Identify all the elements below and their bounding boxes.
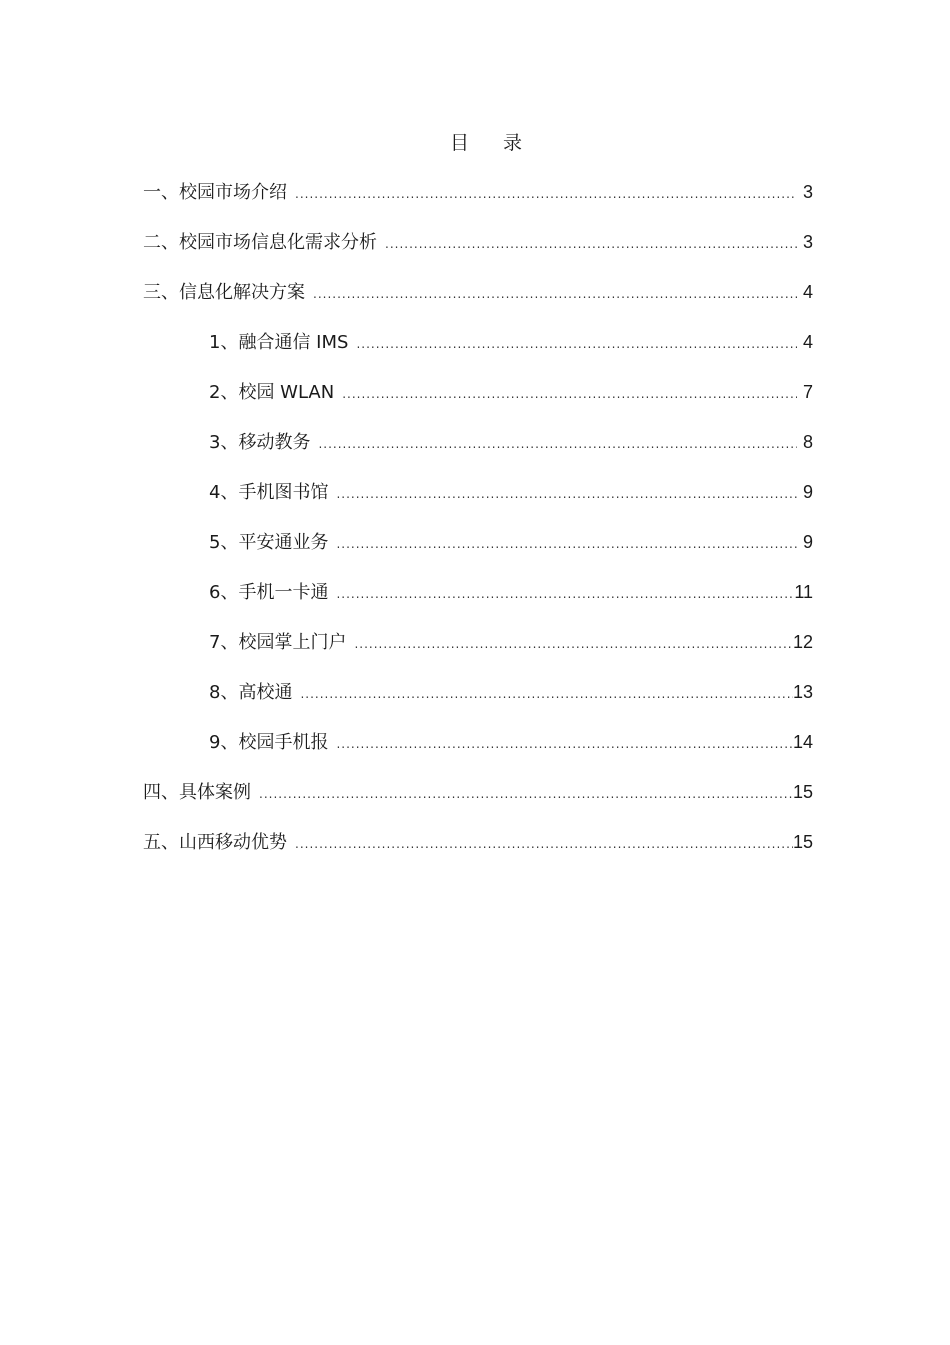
toc-leader-dots — [318, 425, 797, 463]
toc-page-number: 7 — [802, 382, 813, 402]
toc-entry-label: 3、移动教务 — [209, 432, 311, 453]
toc-entry-label: 二、校园市场信息化需求分析 — [143, 232, 377, 253]
toc-entry-campus-mobile-news[interactable] — [143, 723, 813, 773]
toc-entry-mobile-library[interactable] — [143, 473, 813, 523]
toc-entry-solutions[interactable] — [143, 273, 813, 323]
toc-entry-label: 7、校园掌上门户 — [209, 632, 347, 653]
toc-title: 目 录 — [449, 132, 537, 154]
toc-page-number: 15 — [792, 832, 813, 852]
toc-entry-safety-service[interactable] — [143, 523, 813, 573]
toc-entry-label: 4、手机图书馆 — [209, 482, 329, 503]
toc-leader-dots — [295, 825, 793, 863]
toc-entry-label: 一、校园市场介绍 — [143, 182, 287, 203]
toc-entry-mobile-academic[interactable] — [143, 423, 813, 473]
toc-page-number: 11 — [794, 582, 813, 602]
toc-leader-dots — [300, 675, 793, 713]
toc-page-number: 12 — [792, 632, 813, 652]
toc-leader-dots — [336, 725, 793, 763]
toc-entry-label: 9、校园手机报 — [209, 732, 329, 753]
toc-leader-dots — [295, 175, 797, 213]
table-of-contents — [143, 173, 813, 873]
toc-entry-campus-portal[interactable] — [143, 623, 813, 673]
toc-page-number: 15 — [792, 782, 813, 802]
toc-entry-label: 五、山西移动优势 — [143, 832, 287, 853]
toc-page-number: 9 — [802, 482, 813, 502]
toc-entry-label: 5、平安通业务 — [209, 532, 329, 553]
toc-leader-dots — [313, 275, 797, 313]
toc-leader-dots — [336, 475, 797, 513]
toc-entry-ims[interactable] — [143, 323, 813, 373]
toc-entry-case-studies[interactable] — [143, 773, 813, 823]
toc-leader-dots — [336, 575, 794, 613]
toc-entry-label: 四、具体案例 — [143, 782, 251, 803]
toc-page-number: 3 — [802, 182, 813, 202]
toc-entry-mobile-card[interactable] — [143, 573, 813, 623]
toc-entry-gaoxiaotong[interactable] — [143, 673, 813, 723]
toc-entry-advantages[interactable] — [143, 823, 813, 873]
toc-page-number: 8 — [802, 432, 813, 452]
toc-leader-dots — [356, 325, 797, 363]
toc-page-number: 13 — [792, 682, 813, 702]
toc-leader-dots — [342, 375, 797, 413]
toc-entry-label: 8、高校通 — [209, 682, 293, 703]
toc-page-number: 9 — [802, 532, 813, 552]
toc-leader-dots — [354, 625, 793, 663]
toc-page-number: 4 — [802, 332, 813, 352]
toc-entry-demand-analysis[interactable] — [143, 223, 813, 273]
toc-entry-label: 6、手机一卡通 — [209, 582, 329, 603]
toc-page-number: 14 — [792, 732, 813, 752]
toc-entry-label: 三、信息化解决方案 — [143, 282, 305, 303]
toc-entry-label: 2、校园 WLAN — [209, 382, 335, 403]
toc-leader-dots — [259, 775, 793, 813]
toc-entry-wlan[interactable] — [143, 373, 813, 423]
toc-page-number: 3 — [802, 232, 813, 252]
toc-page-number: 4 — [802, 282, 813, 302]
toc-leader-dots — [336, 525, 797, 563]
toc-entry-market-intro[interactable] — [143, 173, 813, 223]
toc-leader-dots — [385, 225, 797, 263]
toc-entry-label: 1、融合通信 IMS — [209, 332, 349, 353]
